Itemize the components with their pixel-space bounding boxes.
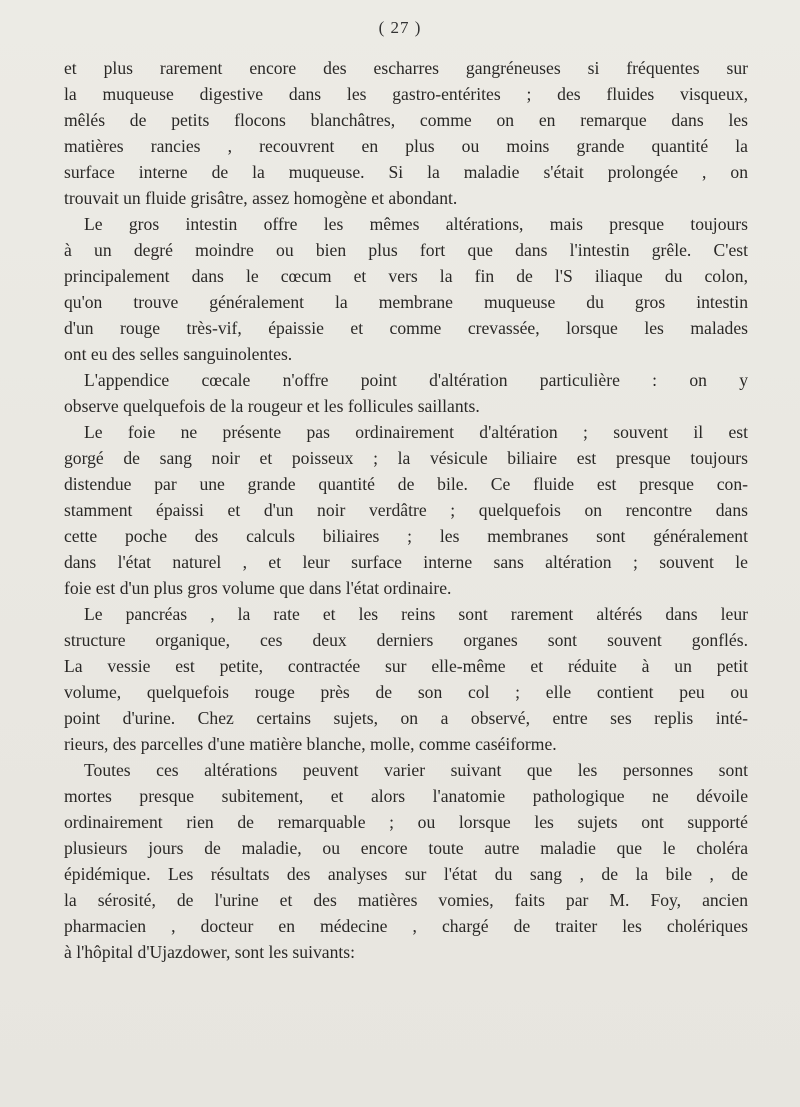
text-line: cette poche des calculs biliaires ; les membranes sont généralement — [64, 526, 748, 546]
text-line: à un degré moindre ou bien plus fort que dans l'intestin grêle. C'est — [64, 240, 748, 260]
text-line: rieurs, des parcelles d'une matière blanche, molle, comme caséiforme. — [64, 734, 557, 754]
text-line: point d'urine. Chez certains sujets, on a observé, entre ses replis inté- — [64, 708, 748, 728]
text-line: mortes presque subitement, et alors l'anatomie pathologique ne dévoile — [64, 786, 748, 806]
text-line: L'appendice cœcale n'offre point d'altération particulière : on y — [84, 370, 748, 390]
text-line: ordinairement rien de remarquable ; ou lorsque les sujets ont supporté — [64, 812, 748, 832]
text-line: observe quelquefois de la rougeur et les follicules saillants. — [64, 396, 480, 416]
text-line: qu'on trouve généralement la membrane muqueuse du gros intestin — [64, 292, 748, 312]
text-line: trouvait un fluide grisâtre, assez homogène et abondant. — [64, 188, 458, 208]
text-line: dans l'état naturel , et leur surface interne sans altération ; souvent le — [64, 552, 748, 572]
text-line: Le pancréas , la rate et les reins sont rarement altérés dans leur — [84, 604, 748, 624]
text-line: la muqueuse digestive dans les gastro-entérites ; des fluides visqueux, — [64, 84, 748, 104]
text-line: stamment épaissi et d'un noir verdâtre ; quelquefois on rencontre dans — [64, 500, 748, 520]
text-line: Le foie ne présente pas ordinairement d'altération ; souvent il est — [84, 422, 748, 442]
text-line: matières rancies , recouvrent en plus ou moins grande quantité la — [64, 136, 748, 156]
text-line: pharmacien , docteur en médecine , chargé de traiter les cholériques — [64, 916, 748, 936]
text-line: volume, quelquefois rouge près de son col ; elle contient peu ou — [64, 682, 748, 702]
text-line: La vessie est petite, contractée sur elle-même et réduite à un petit — [64, 656, 748, 676]
text-line: à l'hôpital d'Ujazdower, sont les suivants: — [64, 942, 355, 962]
text-line: foie est d'un plus gros volume que dans l'état ordinaire. — [64, 578, 452, 598]
text-line: plusieurs jours de maladie, ou encore toute autre maladie que le choléra — [64, 838, 748, 858]
text-line: surface interne de la muqueuse. Si la maladie s'était prolongée , on — [64, 162, 748, 182]
text-line: gorgé de sang noir et poisseux ; la vésicule biliaire est presque toujours — [64, 448, 748, 468]
text-line: principalement dans le cœcum et vers la fin de l'S iliaque du colon, — [64, 266, 748, 286]
text-line: mêlés de petits flocons blanchâtres, comme on en remarque dans les — [64, 110, 748, 130]
text-line: distendue par une grande quantité de bile. Ce fluide est presque con- — [64, 474, 748, 494]
text-line: la sérosité, de l'urine et des matières vomies, faits par M. Foy, ancien — [64, 890, 748, 910]
text-line: et plus rarement encore des escharres gangréneuses si fréquentes sur — [64, 58, 748, 78]
text-line: d'un rouge très-vif, épaissie et comme crevassée, lorsque les malades — [64, 318, 748, 338]
text-line: ont eu des selles sanguinolentes. — [64, 344, 293, 364]
text-line: structure organique, ces deux derniers organes sont souvent gonflés. — [64, 630, 748, 650]
text-line: épidémique. Les résultats des analyses sur l'état du sang , de la bile , de — [64, 864, 748, 884]
text-line: Toutes ces altérations peuvent varier suivant que les personnes sont — [84, 760, 748, 780]
text-line: Le gros intestin offre les mêmes altérations, mais presque toujours — [84, 214, 748, 234]
page-number: ( 27 ) — [378, 18, 422, 37]
body-text — [64, 55, 748, 965]
